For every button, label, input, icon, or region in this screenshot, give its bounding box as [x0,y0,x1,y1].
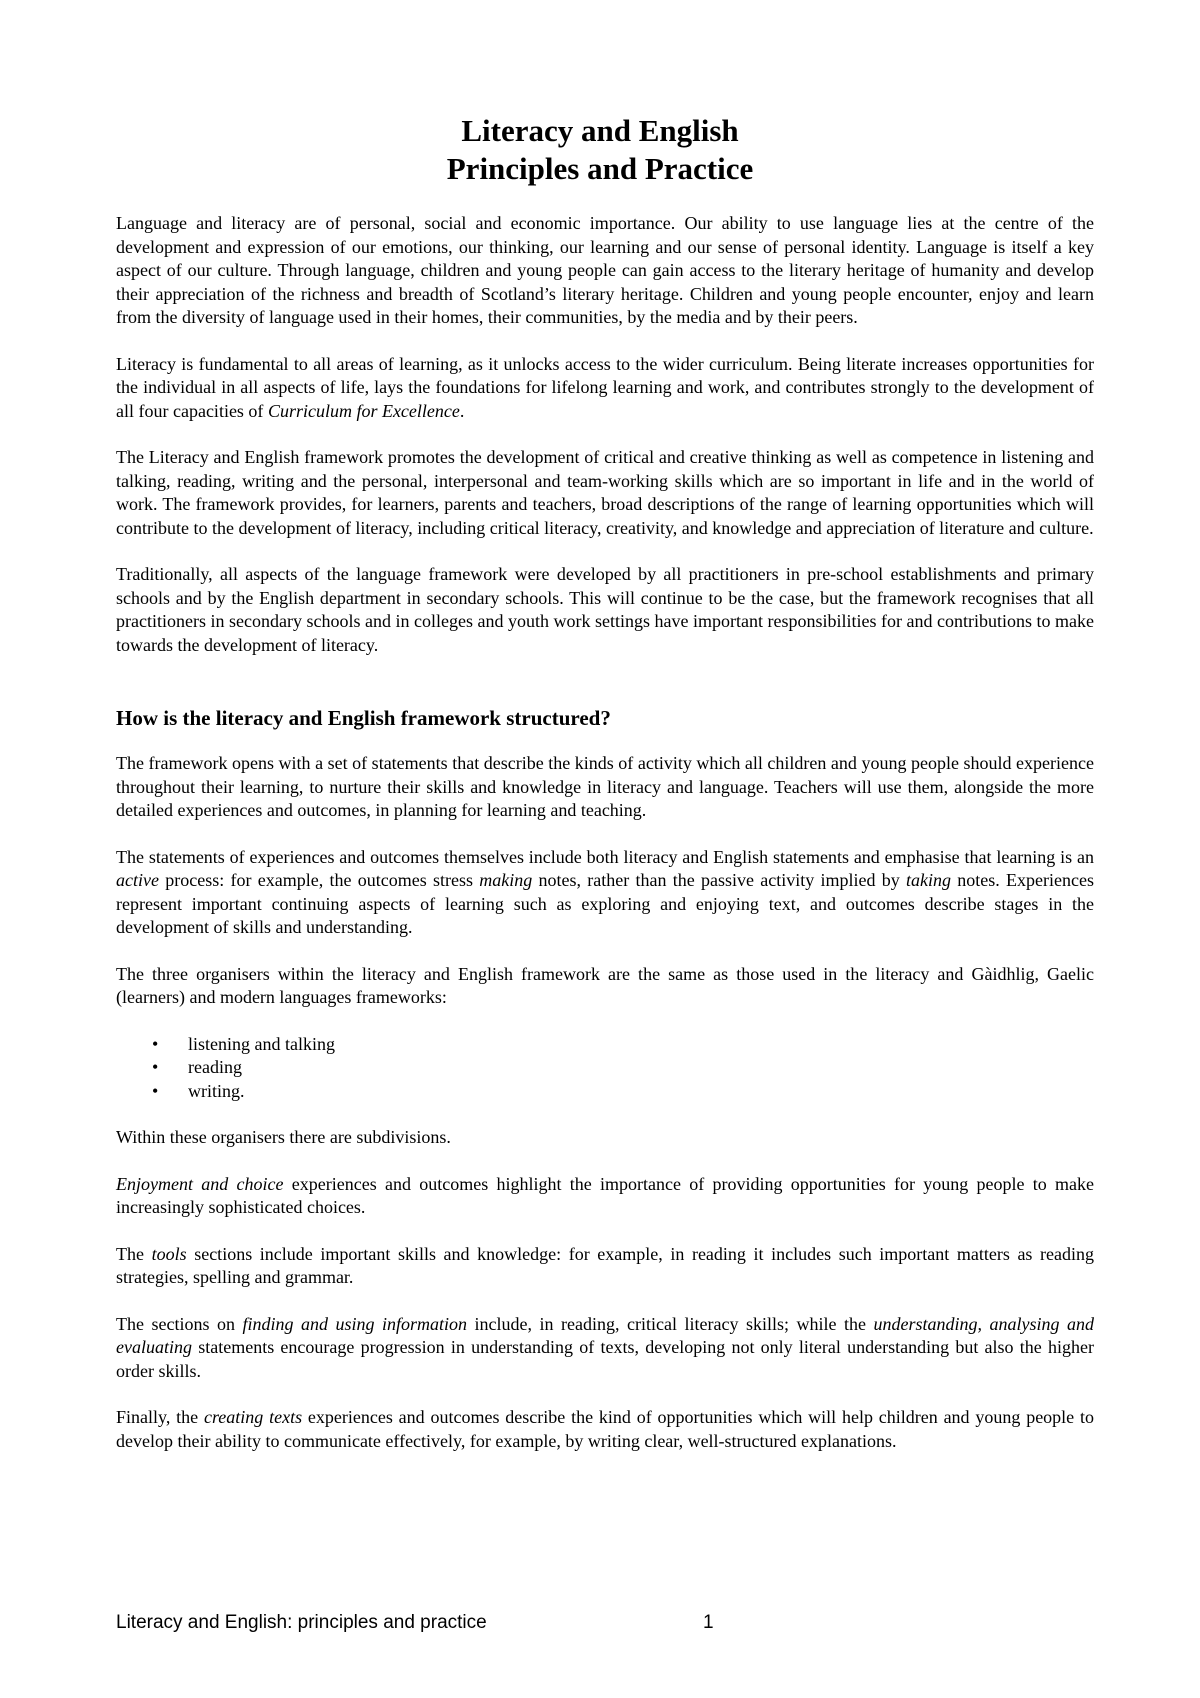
emphasis-finding: finding and using information [242,1313,468,1334]
title-line-1: Literacy and English [461,113,739,148]
body-content [116,212,1094,1476]
section-paragraph-7 [116,1313,1094,1384]
text-run: Finally, the [116,1407,204,1427]
intro-paragraph-1: Language and literacy are of personal, social and economic importance. Our ability to use language lies at the centre of the development and expression of our emotions, our thinking, our learning and our sense of personal identity. Language is itself a key aspect of our culture. Through language, children and young people can gain access to the literary heritage of humanity and develop their appreciation of the richness and breadth of Scotland’s literary heritage. Children and young people encounter, enjoy and learn from the diversity of language used in their homes, their communities, by the media and by their peers. [116,213,1094,327]
footer-title: Literacy and English: principles and practice [116,1612,487,1633]
text-run: include, in reading, critical literacy skills; while the [467,1313,874,1334]
list-item [116,1080,1094,1104]
section-paragraph-8 [116,1406,1094,1453]
title-line-2: Principles and Practice [446,151,754,186]
emphasis-enjoyment: Enjoyment and choice [116,1173,284,1194]
bullet-icon: • [152,1033,159,1054]
intro-paragraph-3: The Literacy and English framework promotes the development of critical and creative thinking as well as competence in listening and talking, reading, writing and the personal, interpersonal and team-working skills which are so important in life and in the world of work. The framework provides, for learners, parents and teachers, broad descriptions of the range of learning opportunities which will contribute to the development of literacy, including critical literacy, creativity, and knowledge and appreciation of literature and culture. [116,447,1094,538]
list-item-label: listening and talking [188,1033,335,1054]
emphasis-making: making [479,870,533,890]
section-paragraph-4: Within these organisers there are subdivisions. [116,1127,451,1147]
text-run: The [116,1243,152,1264]
list-item-label: reading [188,1057,242,1077]
section-paragraph-5 [116,1173,1094,1220]
bullet-icon: • [152,1080,159,1101]
text-run: experiences and outcomes highlight the importance of providing opportunities for young people to make increasingly sophisticated choices. [116,1173,1094,1217]
intro-paragraph-2-text: Literacy is fundamental to all areas of learning, as it unlocks access to the wider curriculum. Being literate increases opportunities for the individual in all aspects of life, lays the foundations for lifelong learning and work, and contributes strongly to the development of all four capacities of [116,353,1094,421]
list-item-label: writing. [188,1080,245,1101]
emphasis-creating: creating texts [203,1407,303,1427]
list-item [116,1056,1094,1080]
text-run: experiences and outcomes describe the kind of opportunities which will help children and young people to develop their ability to communicate effectively, for example, by writing clear, well-structured explanations. [116,1407,1094,1451]
bullet-icon: • [152,1057,159,1077]
text-run: sections include important skills and knowledge: for example, in reading it includes such important matters as reading strategies, spelling and grammar. [116,1243,1095,1287]
text-run: The sections on [116,1313,243,1334]
list-item [116,1033,1094,1057]
emphasis-understanding: understanding, analysing and evaluating [116,1313,1094,1357]
emphasis-taking: taking [906,870,952,890]
text-run: notes, rather than the passive activity implied by [532,870,907,890]
section-paragraph-2 [116,846,1094,940]
page-title [0,112,1200,188]
curriculum-title: Curriculum for Excellence [267,400,460,421]
text-run: process: for example, the outcomes stress [158,870,480,890]
text-run: statements encourage progression in understanding of texts, developing not only literal understanding but also the higher order skills. [116,1337,1094,1381]
text-run: The statements of experiences and outcomes themselves include both literacy and English statements and emphasise that learning is an [116,846,1094,867]
page-number: 1 [703,1612,714,1633]
section-paragraph-3: The three organisers within the literacy and English framework are the same as those used in the literacy and Gàidhlig, Gaelic (learners) and modern languages frameworks: [116,963,1094,1007]
text-run: notes. Experiences represent important continuing aspects of learning such as exploring and enjoying text, and outcomes describe stages in the development of skills and understanding. [116,870,1095,937]
intro-paragraph-4: Traditionally, all aspects of the language framework were developed by all practitioners in pre-school establishments and primary schools and by the English department in secondary schools. This will continue to be the case, but the framework recognises that all practitioners in secondary schools and in colleges and youth work settings have important responsibilities for and contributions to make towards the development of literacy. [116,564,1094,655]
section-paragraph-6 [116,1243,1094,1290]
emphasis-active: active [116,870,159,890]
intro-paragraph-2 [116,353,1094,424]
section-paragraph-1: The framework opens with a set of statements that describe the kinds of activity which all children and young people should experience throughout their learning, to nurture their skills and knowledge in literacy and language. Teachers will use them, alongside the more detailed experiences and outcomes, in planning for learning and teaching. [116,753,1094,820]
organisers-list [116,1033,1094,1104]
section-heading: How is the literacy and English framework structured? [116,706,611,730]
emphasis-tools: tools [151,1243,187,1264]
intro-paragraph-2-end: . [459,400,465,421]
